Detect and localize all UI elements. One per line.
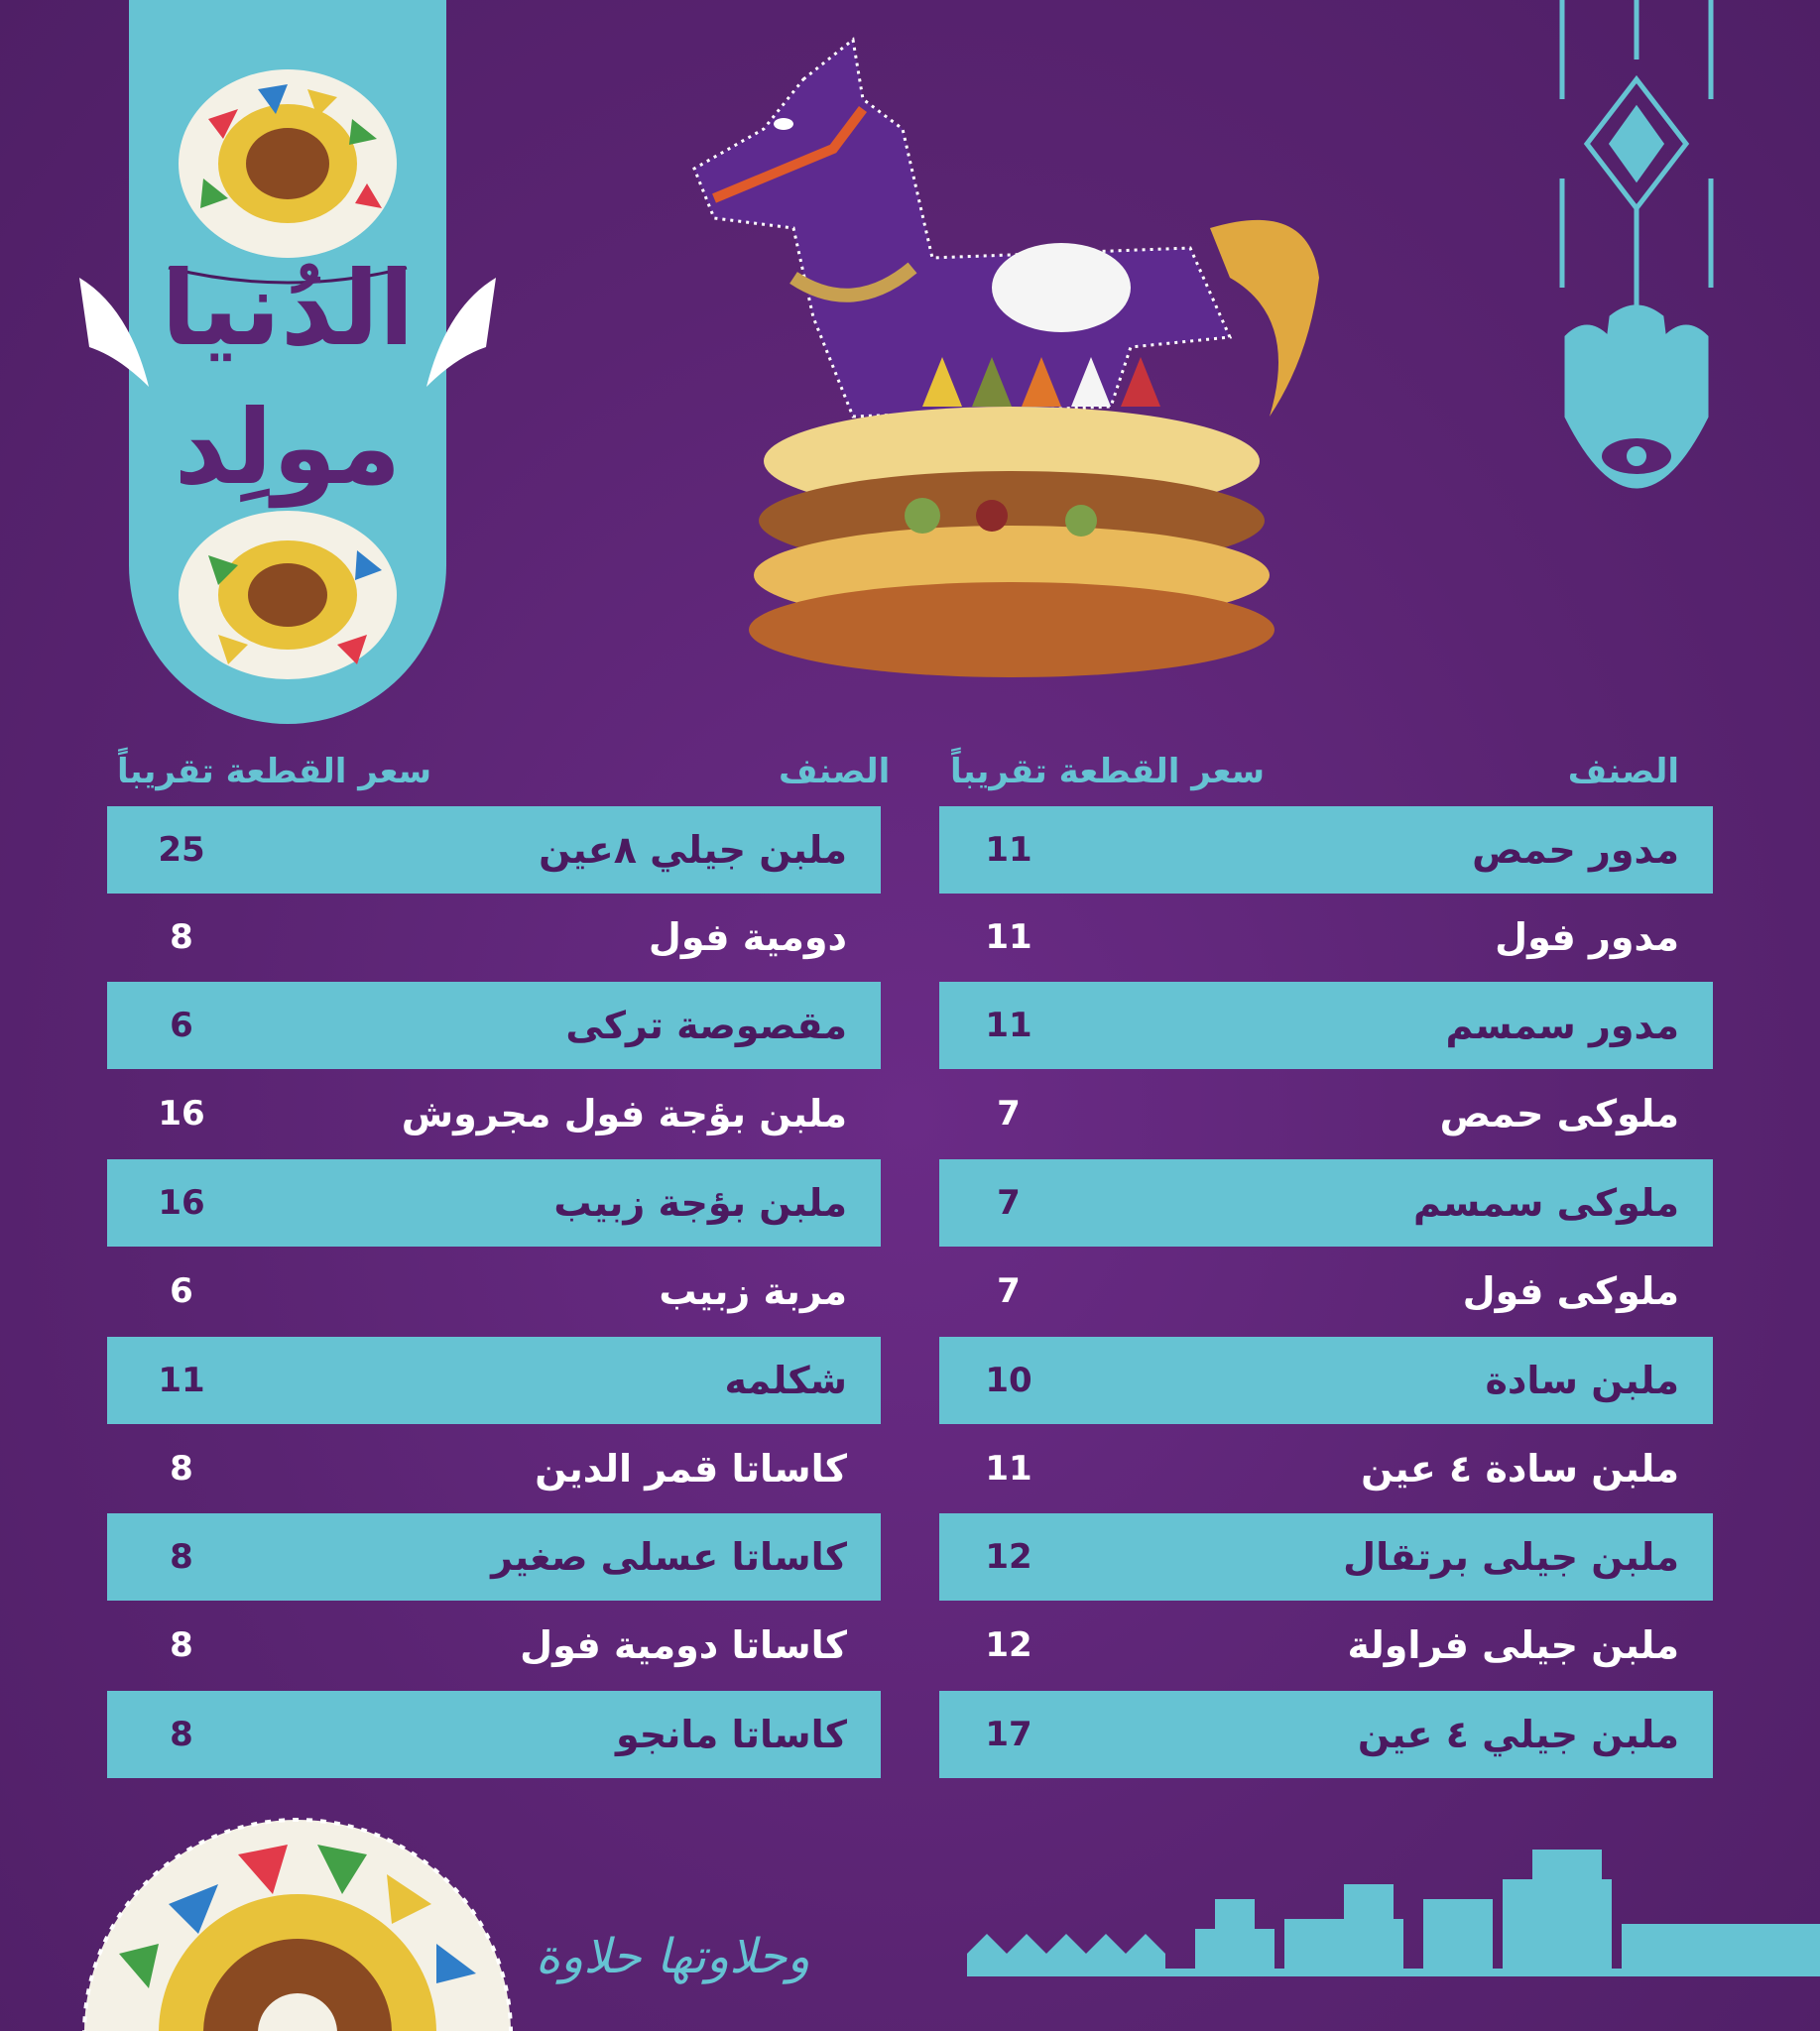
wings-icon xyxy=(79,268,496,446)
item-price: 12 xyxy=(985,1625,1032,1665)
table-row xyxy=(107,1248,881,1335)
table-row xyxy=(107,1602,881,1689)
table-row xyxy=(107,982,881,1069)
table-row xyxy=(939,1691,1713,1778)
sugar-horse-sweets-illustration xyxy=(674,20,1349,694)
table-row xyxy=(939,894,1713,981)
table-row xyxy=(939,1513,1713,1601)
item-name: مدور فول xyxy=(1495,915,1679,959)
item-price: 8 xyxy=(170,1715,193,1754)
item-price: 7 xyxy=(997,1183,1021,1223)
item-name: مقصوصة تركى xyxy=(565,1004,847,1047)
tagline: وحلاوتها حلاوة xyxy=(536,1929,810,1984)
table-row xyxy=(939,1159,1713,1247)
item-name: كاساتا عسلى صغير xyxy=(491,1535,847,1579)
right-header-price: سعر القطعة تقريباً xyxy=(950,752,1266,791)
table-row xyxy=(107,1070,881,1157)
item-price: 11 xyxy=(985,1449,1032,1489)
item-price: 6 xyxy=(170,1271,193,1311)
table-row xyxy=(107,1513,881,1601)
table-row xyxy=(107,1691,881,1778)
table-row xyxy=(939,1248,1713,1335)
item-price: 11 xyxy=(158,1361,205,1400)
table-row xyxy=(939,1070,1713,1157)
item-name: ملبن بؤجة زبيب xyxy=(553,1181,847,1225)
item-price: 8 xyxy=(170,917,193,957)
item-name: شكلمه xyxy=(724,1359,847,1402)
hamsa-ornament-icon xyxy=(1527,0,1746,555)
table-row xyxy=(107,1425,881,1512)
item-price: 12 xyxy=(985,1537,1032,1577)
item-name: ملبن جيلي ٤ عين xyxy=(1357,1713,1679,1756)
item-name: ملبن جيلي ٨عين xyxy=(539,828,847,872)
item-name: دومية فول xyxy=(648,915,847,959)
item-name: مربة زبيب xyxy=(659,1269,847,1313)
item-name: ملبن بؤجة فول مجروش xyxy=(401,1092,847,1135)
item-price: 11 xyxy=(985,830,1032,870)
item-name: كاساتا دومية فول xyxy=(520,1623,847,1667)
brand-title-line-1: الدُنيا xyxy=(161,248,415,369)
item-price: 7 xyxy=(997,1271,1021,1311)
village-skyline-icon xyxy=(967,1845,1820,2013)
item-price: 7 xyxy=(997,1094,1021,1134)
table-row xyxy=(107,806,881,894)
item-name: مدور حمص xyxy=(1472,828,1679,872)
item-name: ملبن سادة xyxy=(1485,1359,1679,1402)
item-name: ملوكى فول xyxy=(1462,1269,1679,1313)
item-price: 10 xyxy=(985,1361,1032,1400)
left-header-price: سعر القطعة تقريباً xyxy=(117,752,432,791)
item-price: 8 xyxy=(170,1449,193,1489)
item-price: 25 xyxy=(158,830,205,870)
table-row xyxy=(939,806,1713,894)
table-row xyxy=(107,1337,881,1424)
table-row xyxy=(939,1602,1713,1689)
item-price: 17 xyxy=(985,1715,1032,1754)
item-name: ملبن جيلى فراولة xyxy=(1347,1623,1679,1667)
item-name: ملوكى حمص xyxy=(1439,1092,1679,1135)
item-price: 6 xyxy=(170,1006,193,1045)
item-price: 16 xyxy=(158,1183,205,1223)
item-price: 11 xyxy=(985,917,1032,957)
table-row xyxy=(939,1337,1713,1424)
item-price: 8 xyxy=(170,1625,193,1665)
item-price: 8 xyxy=(170,1537,193,1577)
item-name: ملبن جيلى برتقال xyxy=(1343,1535,1679,1579)
item-name: مدور سمسم xyxy=(1445,1004,1679,1047)
left-header-item: الصنف xyxy=(779,752,891,791)
item-name: ملبن سادة ٤ عين xyxy=(1361,1447,1679,1491)
item-name: كاساتا قمر الدين xyxy=(535,1447,847,1491)
brand-title-line-2: مولِد xyxy=(174,387,402,508)
table-row xyxy=(107,894,881,981)
bottom-ornament-icon xyxy=(79,1775,516,2031)
item-price: 11 xyxy=(985,1006,1032,1045)
table-row xyxy=(107,1159,881,1247)
table-row xyxy=(939,1425,1713,1512)
item-name: كاساتا مانجو xyxy=(615,1713,847,1756)
item-price: 16 xyxy=(158,1094,205,1134)
table-row xyxy=(939,982,1713,1069)
right-header-item: الصنف xyxy=(1567,752,1679,791)
item-name: ملوكى سمسم xyxy=(1413,1181,1679,1225)
